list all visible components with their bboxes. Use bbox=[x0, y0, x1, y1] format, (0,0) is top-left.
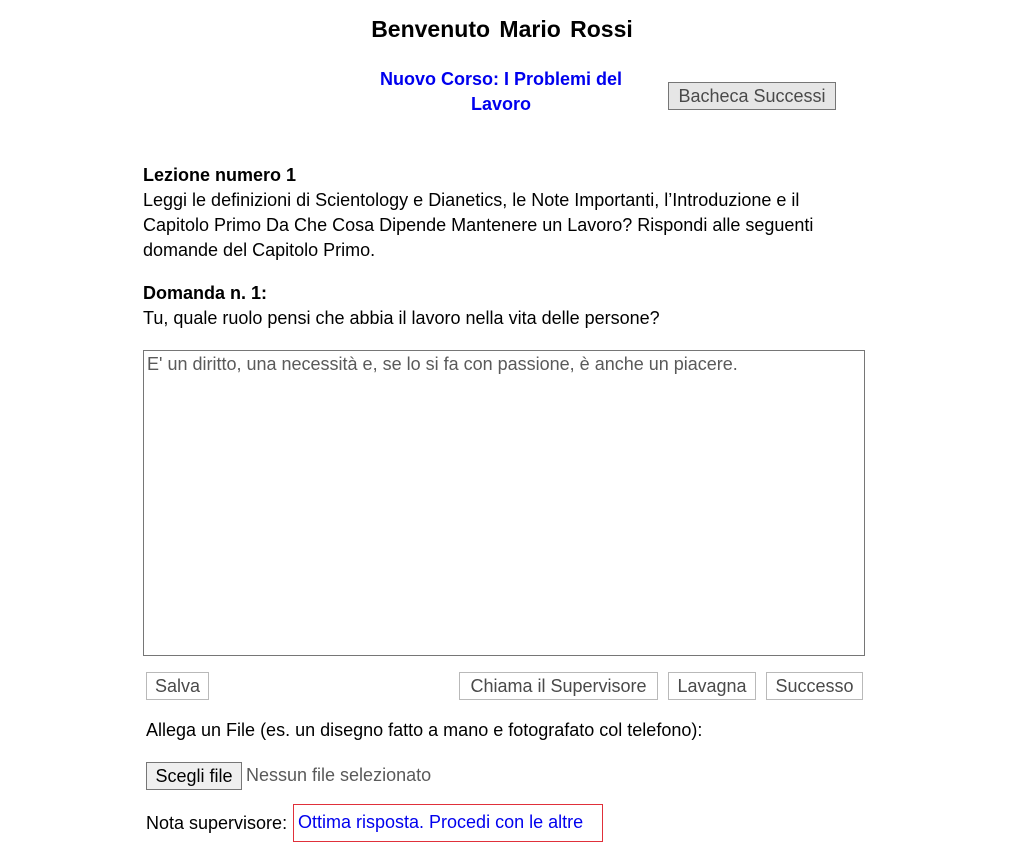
question-title: Domanda n. 1: bbox=[143, 283, 268, 303]
answer-textarea[interactable] bbox=[143, 350, 865, 656]
new-course-link[interactable]: Nuovo Corso: I Problemi del Lavoro bbox=[379, 69, 623, 114]
blackboard-button[interactable]: Lavagna bbox=[668, 672, 756, 700]
page-title: Benvenuto Mario Rossi bbox=[371, 16, 633, 42]
attach-file-label: Allega un File (es. un disegno fatto a mano e fotografato col telefono): bbox=[146, 720, 703, 740]
supervisor-note-label: Nota supervisore: bbox=[146, 813, 288, 833]
question-text: Tu, quale ruolo pensi che abbia il lavoro nella vita delle persone? bbox=[143, 308, 660, 328]
success-button[interactable]: Successo bbox=[766, 672, 863, 700]
choose-file-button[interactable]: Scegli file bbox=[146, 762, 242, 790]
file-status-text: Nessun file selezionato bbox=[246, 765, 432, 785]
save-button[interactable]: Salva bbox=[146, 672, 209, 700]
bacheca-successi-button[interactable]: Bacheca Successi bbox=[668, 82, 836, 110]
call-supervisor-button[interactable]: Chiama il Supervisore bbox=[459, 672, 658, 700]
lesson-instructions: Leggi le definizioni di Scientology e Dianetics, le Note Importanti, l’Introduzione e il Capitolo Primo Da Che Cosa Dipende Mantenere un Lavoro? Rispondi alle seguenti domande del Capitolo Primo. bbox=[143, 190, 814, 260]
lesson-title: Lezione numero 1 bbox=[143, 165, 297, 185]
supervisor-note-box: Ottima risposta. Procedi con le altre bbox=[293, 804, 603, 842]
